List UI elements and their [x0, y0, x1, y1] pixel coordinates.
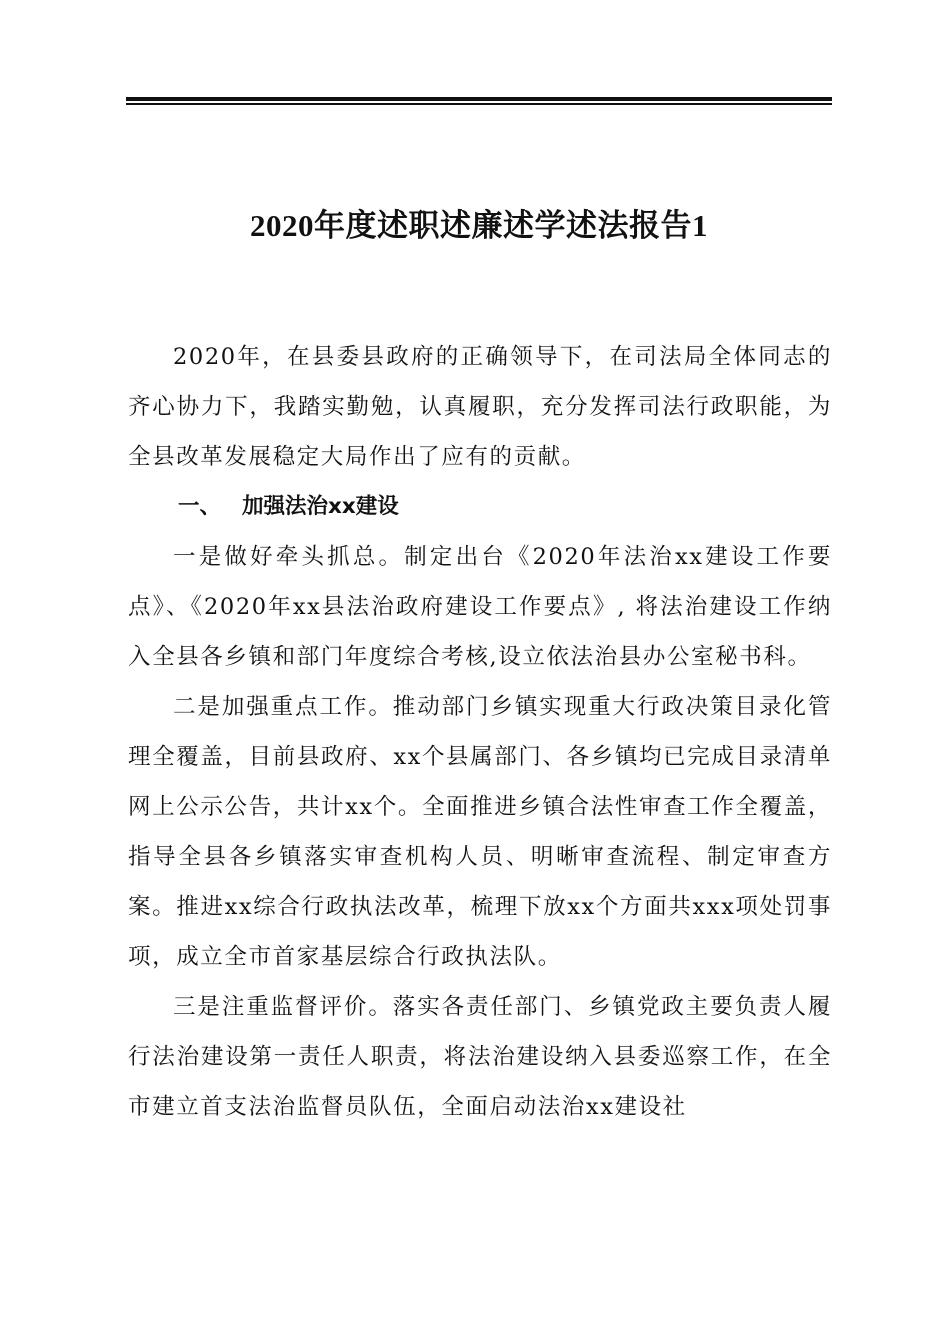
document-body	[128, 332, 832, 1132]
paragraph-3: 三是注重监督评价。落实各责任部门、乡镇党政主要负责人履行法治建设第一责任人职责，将法治建设纳入县委巡察工作，在全市建立首支法治监督员队伍，全面启动法治xx建设社	[128, 994, 832, 1120]
document-title: 2020年度述职述廉述学述法报告1	[250, 208, 708, 243]
intro-paragraph: 2020年，在县委县政府的正确领导下，在司法局全体同志的齐心协力下，我踏实勤勉，认真履职，充分发挥司法行政职能，为全县改革发展稳定大局作出了应有的贡献。	[128, 344, 832, 470]
section-heading	[128, 482, 832, 532]
header-rule-thick	[126, 97, 832, 101]
header-rule-thin	[126, 103, 832, 105]
header-double-rule	[126, 97, 832, 105]
section-heading-text: 加强法治xx建设	[242, 494, 399, 519]
section-number: 一、	[178, 494, 222, 519]
paragraph-2: 二是加强重点工作。推动部门乡镇实现重大行政决策目录化管理全覆盖，目前县政府、xx个县属部门、各乡镇均已完成目录清单网上公示公告，共计xx个。全面推进乡镇合法性审查工作全覆盖，指导全县各乡镇落实审查机构人员、明晰审查流程、制定审查方案。推进xx综合行政执法改革，梳理下放xx个方面共xxx项处罚事项，成立全市首家基层综合行政执法队。	[128, 694, 832, 970]
paragraph-1: 一是做好牵头抓总。制定出台《2020年法治xx建设工作要点》、《2020年xx县法治政府建设工作要点》, 将法治建设工作纳入全县各乡镇和部门年度综合考核,设立依法治县办公室秘书科。	[128, 544, 832, 670]
